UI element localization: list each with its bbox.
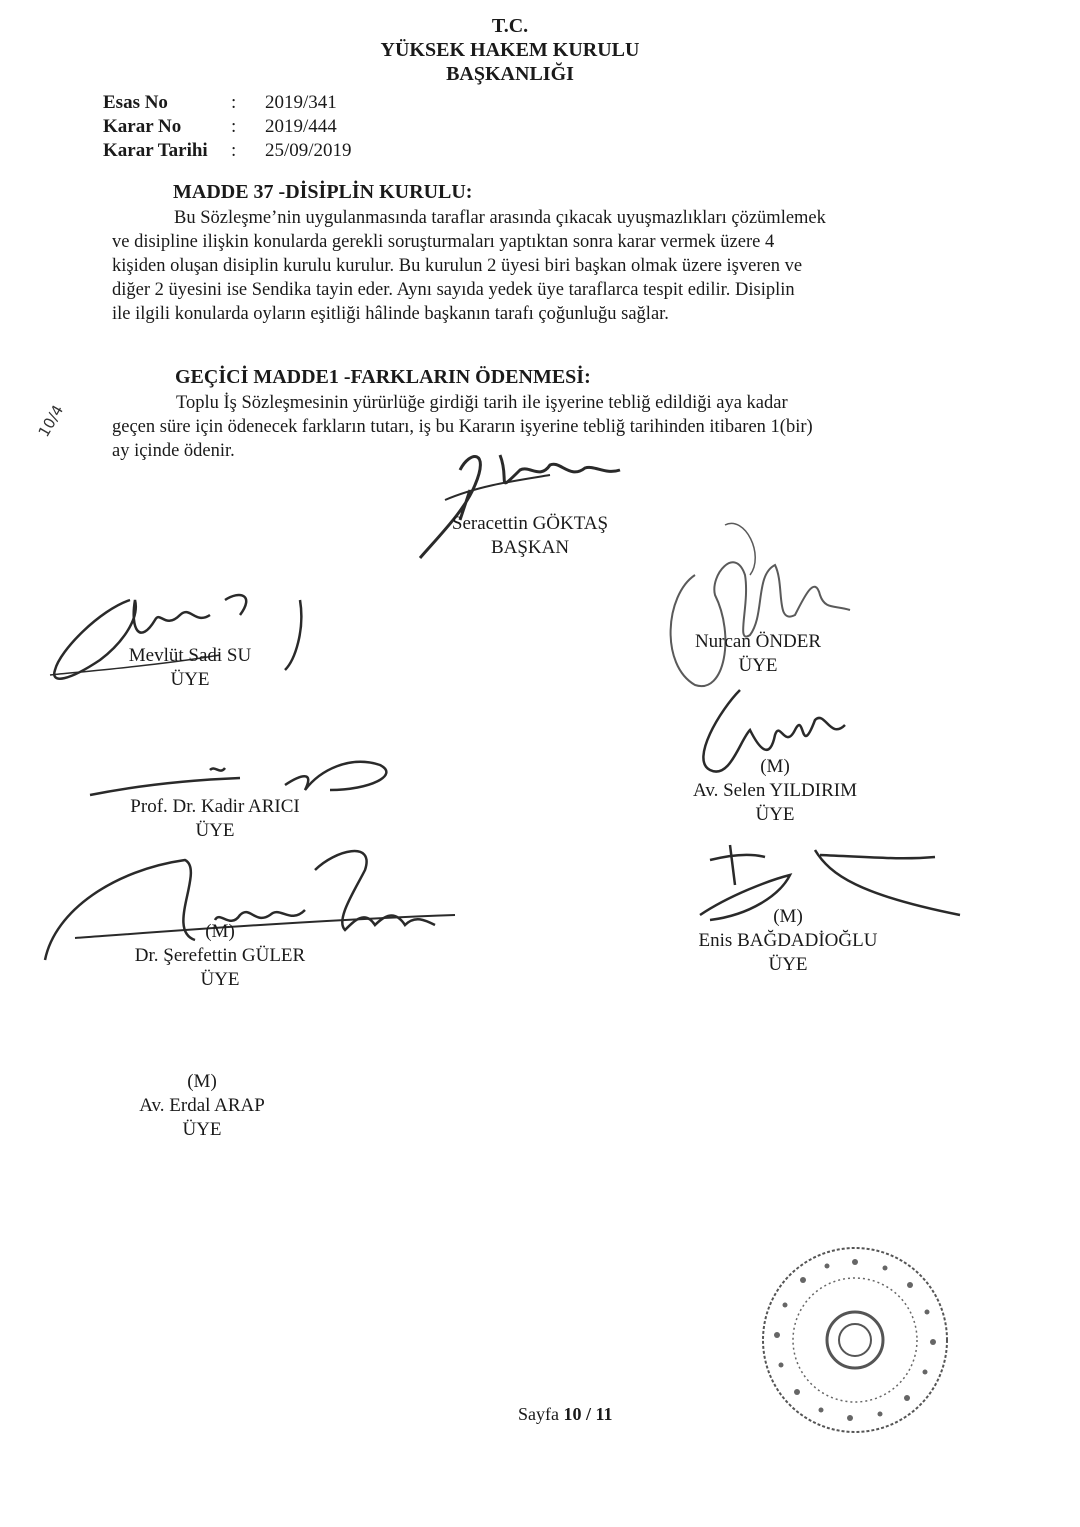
section-title-madde-37: MADDE 37 -DİSİPLİN KURULU: — [173, 181, 473, 203]
signatory-baskan — [380, 512, 680, 560]
section-title-gecici-madde: GEÇİCİ MADDE1 -FARKLARIN ÖDENMESİ: — [175, 366, 591, 388]
signatory-name: Av. Erdal ARAP — [139, 1095, 265, 1116]
page-total: 11 — [595, 1404, 613, 1424]
header-line-office: BAŞKANLIĞI — [446, 63, 574, 85]
paragraph-line: Toplu İş Sözleşmesinin yürürlüğe girdiği tarih ile işyerine tebliğ edildiği aya kadar — [176, 393, 788, 413]
paragraph-line: ve disipline ilişkin konularda gerekli soruşturmaları yaptıktan sonra karar vermek üzere 4 — [112, 232, 775, 252]
signatory-arap — [52, 1070, 352, 1142]
signatory-prefix: (M) — [773, 906, 803, 927]
meta-row-karar-no — [103, 115, 337, 139]
signatory-role: ÜYE — [182, 1119, 222, 1140]
page-word: Sayfa — [518, 1404, 559, 1424]
meta-value: 2019/341 — [265, 92, 337, 113]
signatory-prefix: (M) — [760, 756, 790, 777]
signatory-role: ÜYE — [768, 954, 808, 975]
paragraph-line: ile ilgili konularda oyların eşitliği hâlinde başkanın tarafı çoğunluğu sağlar. — [112, 304, 669, 324]
header-line-tc: T.C. — [491, 15, 529, 37]
paragraph-line: ay içinde ödenir. — [112, 441, 235, 461]
official-stamp — [755, 1240, 955, 1445]
signatory-guler — [70, 920, 370, 992]
page-current: 10 — [563, 1404, 582, 1424]
signatory-name: Enis BAĞDADİOĞLU — [698, 930, 878, 951]
meta-label: Karar No — [103, 116, 182, 137]
signatory-prefix: (M) — [187, 1071, 217, 1092]
signatory-su — [40, 644, 340, 692]
paragraph-line: geçen süre için ödenecek farkların tutarı, iş bu Kararın işyerine tebliğ tarihinden itibaren 1(bir) — [112, 417, 813, 437]
signatory-prefix: (M) — [205, 921, 235, 942]
meta-sep: : — [231, 92, 237, 113]
signatory-name: Nurcan ÖNDER — [694, 631, 822, 652]
meta-label: Esas No — [103, 92, 168, 113]
meta-sep: : — [231, 116, 237, 137]
meta-row-karar-tarihi — [103, 139, 352, 163]
signatory-onder — [608, 630, 908, 678]
margin-note: 10/4 — [34, 401, 68, 441]
signatory-role: ÜYE — [195, 820, 235, 841]
signatory-role: ÜYE — [170, 669, 210, 690]
paragraph-line: Bu Sözleşme’nin uygulanmasında taraflar arasında çıkacak uyuşmazlıkları çözümlemek — [174, 208, 826, 228]
meta-label: Karar Tarihi — [103, 140, 208, 161]
page-separator: / — [585, 1404, 591, 1424]
header-line-institution: YÜKSEK HAKEM KURULU — [380, 39, 640, 61]
signatory-name: Mevlüt Sadi SU — [128, 645, 252, 666]
paragraph-line: diğer 2 üyesini ise Sendika tayin eder. Aynı sayıda yedek üye taraflarca tespit edilir. Disiplin — [112, 280, 795, 300]
signatory-yildirim — [625, 755, 925, 827]
meta-sep: : — [231, 140, 237, 161]
meta-value: 25/09/2019 — [265, 140, 352, 161]
signatory-name: Dr. Şerefettin GÜLER — [134, 945, 306, 966]
paragraph-line: kişiden oluşan disiplin kurulu kurulur. Bu kurulun 2 üyesi biri başkan olmak üzere işveren ve — [112, 256, 803, 276]
signatory-bagdadioglu — [638, 905, 938, 977]
signatory-name: Prof. Dr. Kadir ARICI — [130, 796, 300, 817]
page-indicator — [518, 1404, 613, 1425]
seal-stamp-icon — [755, 1240, 955, 1440]
meta-value: 2019/444 — [265, 116, 337, 137]
document-header — [310, 14, 710, 86]
signatory-role: ÜYE — [738, 655, 778, 676]
signatory-name: Seracettin GÖKTAŞ — [451, 513, 609, 534]
signatory-role: BAŞKAN — [490, 537, 570, 558]
signatory-role: ÜYE — [200, 969, 240, 990]
signatory-name: Av. Selen YILDIRIM — [693, 780, 857, 801]
signatory-role: ÜYE — [755, 804, 795, 825]
section-body-madde-37 — [112, 206, 932, 326]
meta-row-esas — [103, 91, 337, 115]
